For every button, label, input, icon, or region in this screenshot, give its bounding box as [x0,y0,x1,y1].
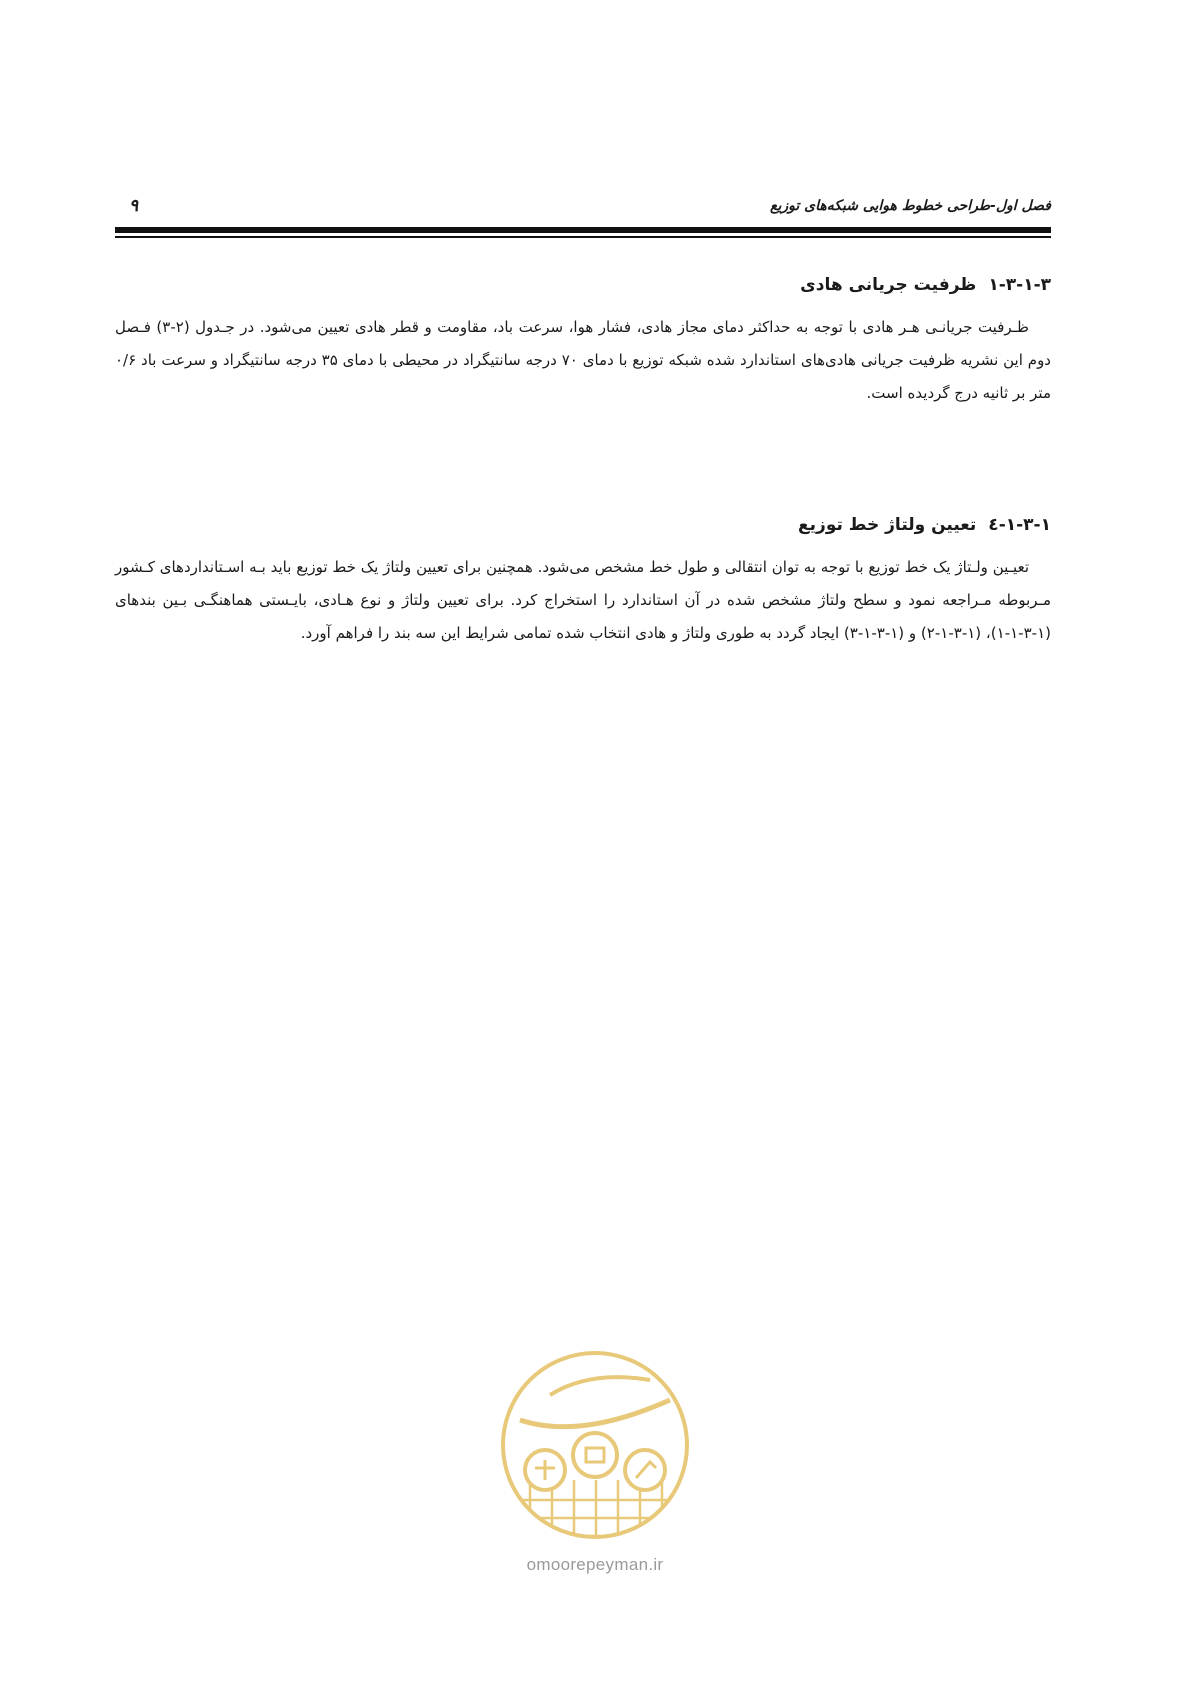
page-number: ۹ [129,196,139,216]
section-heading [115,515,1051,535]
watermark-logo [490,1340,700,1580]
section-title: ظرفیت جریانی هادی [800,275,977,295]
section-voltage-determination [115,515,1051,650]
section-number: ۱-۳-۱-۳ [988,275,1051,295]
chapter-title: فصل اول-طراحی خطوط هوایی شبکه‌های توزیع [770,198,1051,214]
section-body: تعیـین ولـتاژ یک خط توزیع با توجه به توان انتقالی و طول خط مشخص می‌شود. همچنین برای تعیین ولتاژ یک خط توزیع باید بـه اسـتانداردهای کـشور مـربوطه مـراجعه نمود و سطح ولتاژ مشخص شده در آن استاندارد را استخراج کرد. برای تعیین ولتاژ و نوع هـادی، بایـستی هماهنگـی بـین بندهای (۱-۳-۱-۱)، (۱-۳-۱-۲) و (۱-۳-۱-۳) ایجاد گردد به طوری ولتاژ و هادی انتخاب شده تمامی شرایط این سه بند را فراهم آورد. [115,558,1051,642]
section-body: ظـرفیت جریانـی هـر هادی با توجه به حداکثر دمای مجاز هادی، فشار هوا، سرعت باد، مقاومت و قطر هادی تعیین می‌شود. در جـدول (۲-۳) فـصل دوم این نشریه ظرفیت جریانی هادی‌های استاندارد شده شبکه توزیع با دمای ۷۰ درجه سانتیگراد در محیطی با دمای ۳۵ درجه سانتیگراد و سرعت باد ۰/۶ متر بر ثانیه درج گردیده است. [115,318,1051,402]
watermark-website: omoorepeyman.ir [526,1555,664,1574]
section-current-capacity [115,275,1051,410]
section-heading [115,275,1051,295]
header-rule-thick [115,227,1051,233]
watermark-seal-icon [490,1340,700,1550]
header-rule-thin [115,236,1051,238]
section-number: ۱-۳-۱-٤ [988,515,1051,535]
page-header [115,196,1051,224]
section-title: تعیین ولتاژ خط توزیع [798,515,977,535]
